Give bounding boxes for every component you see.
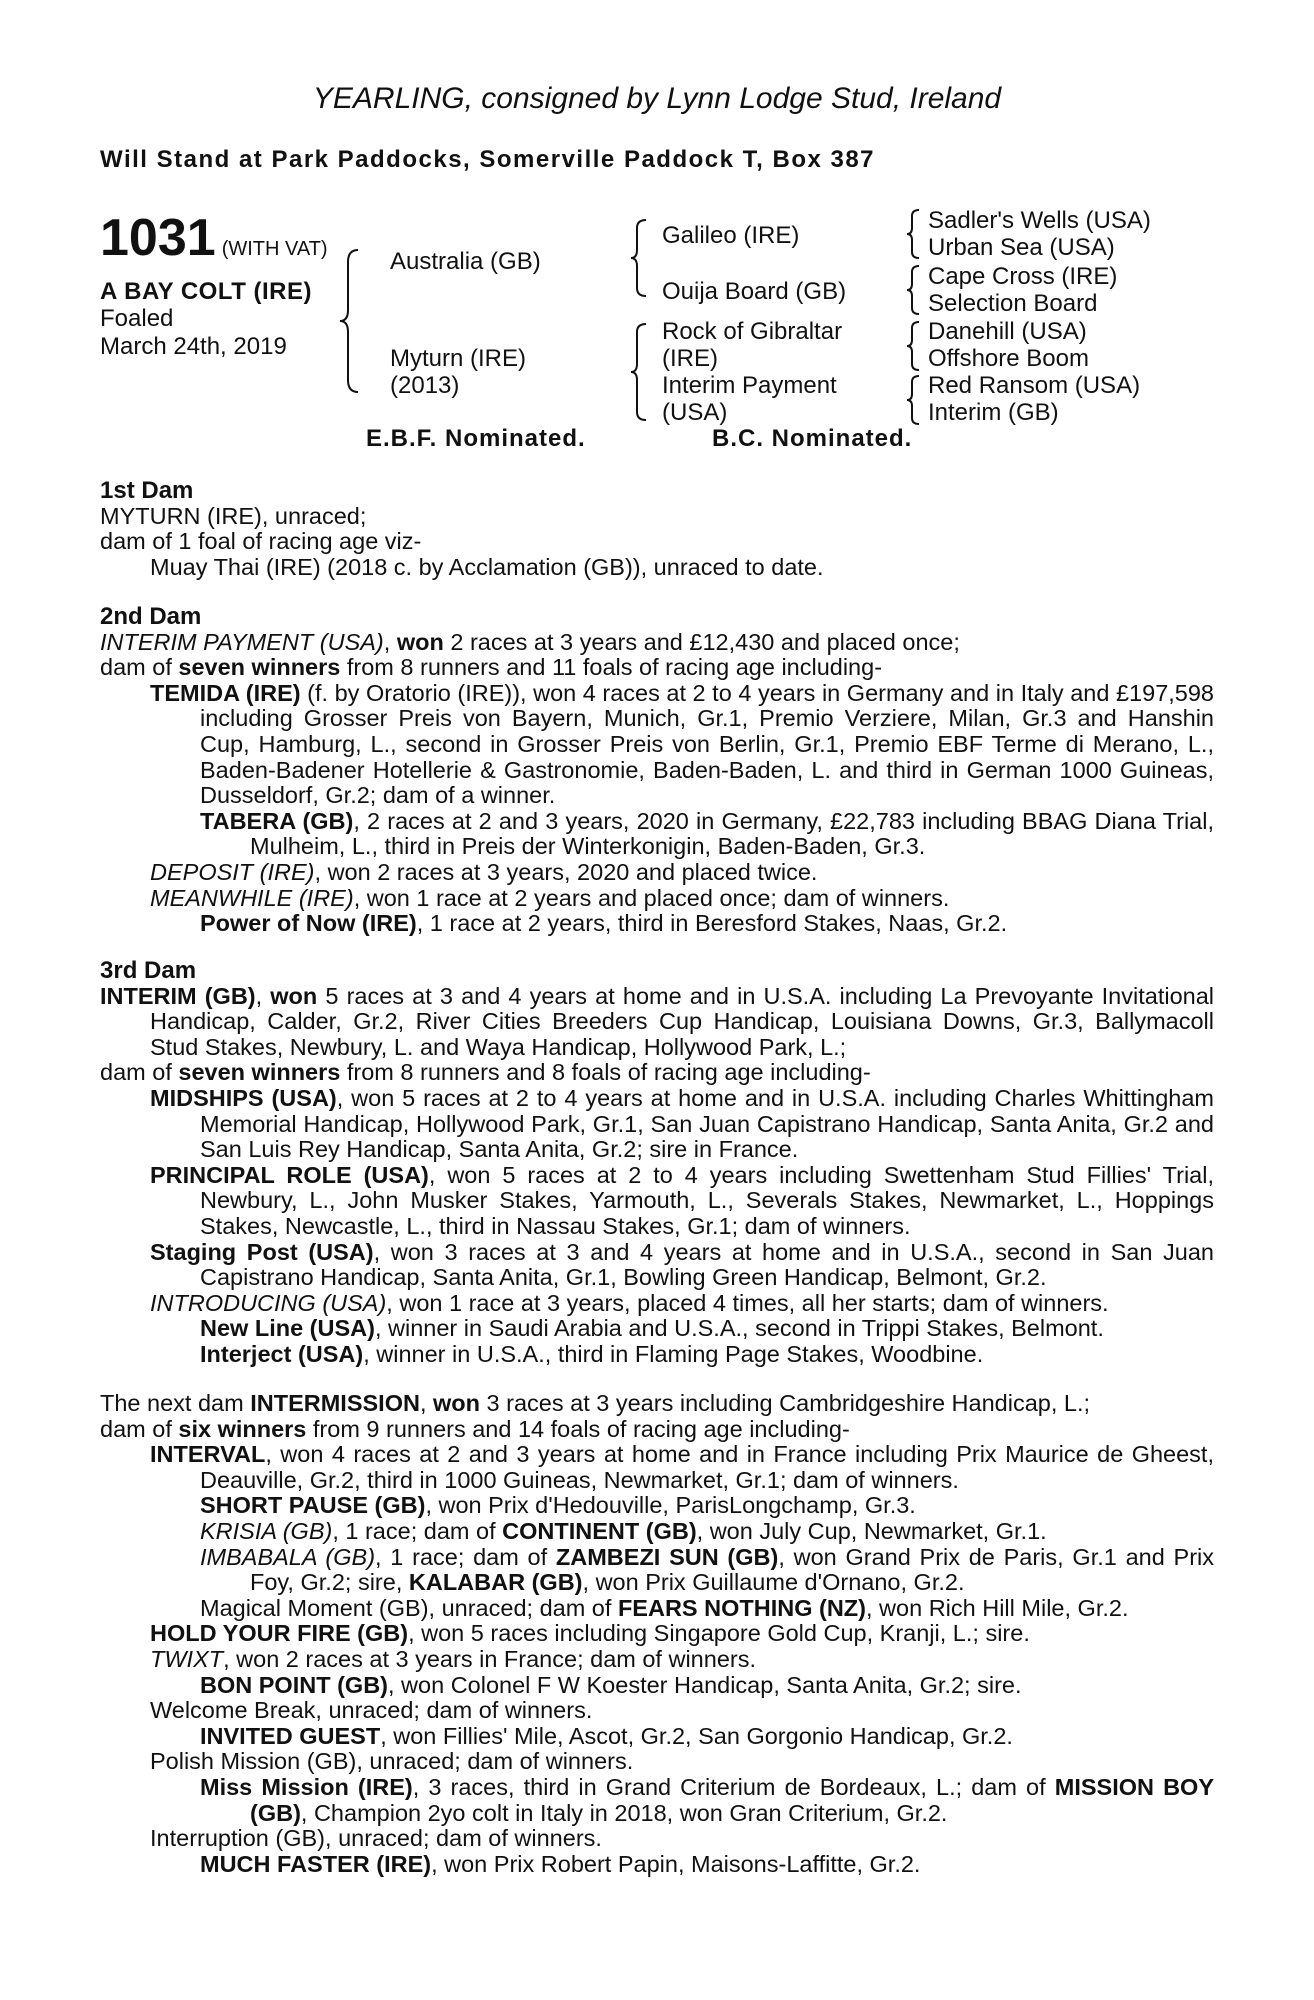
second-dam-entry: INTERIM PAYMENT (USA), won 2 races at 3 years and £12,430 and placed once; <box>100 628 960 655</box>
second-dam-heading: 2nd Dam <box>100 603 202 630</box>
produce-entry: Interruption (GB), unraced; dam of winners. <box>150 1825 602 1852</box>
horse-name: MUCH FASTER (IRE) <box>200 1850 432 1877</box>
pedigree-dam-name: Myturn (IRE) <box>390 345 527 372</box>
entry-text: , 2 races at 2 and 3 years, 2020 in Germany, £22,783 including BBAG Diana Trial, Mulheim, L., third in Preis der Winterkonigin, Baden-Baden, Gr.3. <box>250 807 1214 860</box>
produce-entry <box>100 1316 1214 1342</box>
winners-count: seven winners <box>178 654 341 681</box>
entry-text: (f. by Oratorio (IRE)), won 4 races at 2 to 4 years in Germany and in Italy and £197,598 including Grosser Preis von Bayern, Munich, Gr.1, Premio Verziere, Milan, Gr.3 and Hanshin Cup, Hamburg, L., second in Grosser Preis von Berlin, Gr.1, Premio EBF Terme di Merano, L., Baden-Badener Hotellerie & Gastronomie, Baden-Baden, L. and third in German 1000 Guineas, Dusseldorf, Gr.2; dam of a winner. <box>200 679 1215 809</box>
pedigree-brace-main <box>336 248 366 394</box>
entry-text: , won Prix d'Hedouville, ParisLongchamp, Gr.3. <box>425 1492 916 1519</box>
pedigree-dam-dam-line1: Interim Payment <box>662 372 837 399</box>
produce-entry <box>100 1086 1214 1163</box>
produce-entry <box>100 860 1214 886</box>
horse-name: Power of Now (IRE) <box>200 910 417 937</box>
entry-text: , won 5 races at 2 to 4 years including Swettenham Stud Fillies' Trial, Newbury, L., John Musker Stakes, Yarmouth, L., Severals Stakes, Newmarket, L., Hoppings Stakes, Newcastle, L., third in Nassau Stakes, Gr.1; dam of winners. <box>200 1161 1214 1239</box>
won-label: won <box>396 628 444 655</box>
entry-text: dam of <box>100 1415 179 1442</box>
horse-name: INTERIM (GB) <box>100 982 256 1009</box>
entry-text: , won 3 races at 3 and 4 years at home and in U.S.A., second in San Juan Capistrano Handicap, Santa Anita, Gr.1, Bowling Green Handicap, Belmont, Gr.2. <box>200 1238 1214 1291</box>
entry-text: dam of <box>100 654 179 681</box>
horse-name: INTERMISSION <box>250 1390 420 1416</box>
horse-name: DEPOSIT (IRE) <box>150 858 315 885</box>
horse-name: INVITED GUEST <box>200 1722 381 1749</box>
entry-text: , won 1 race at 2 years and placed once; dam of winners. <box>353 884 950 911</box>
horse-name: ZAMBEZI SUN (GB) <box>555 1543 779 1570</box>
next-dam-produce <box>100 1417 1214 1443</box>
foaled-label: Foaled <box>100 305 174 332</box>
produce-entry <box>100 1724 1214 1750</box>
pedigree-dds: Red Ransom (USA) <box>928 372 1141 399</box>
pedigree-sire-sire: Galileo (IRE) <box>662 222 800 249</box>
produce-entry <box>100 1647 1214 1673</box>
first-dam-section <box>100 478 1214 580</box>
pedigree-brace-dam <box>628 322 652 422</box>
produce-entry <box>100 809 1214 860</box>
produce-entry: Polish Mission (GB), unraced; dam of winners. <box>150 1748 634 1775</box>
horse-name: HOLD YOUR FIRE (GB) <box>150 1620 409 1647</box>
lot-number-block <box>100 208 328 268</box>
entry-text: dam of <box>100 1059 179 1086</box>
first-dam-heading: 1st Dam <box>100 477 194 504</box>
produce-entry <box>100 1442 1214 1493</box>
horse-name: Staging Post (USA) <box>150 1238 374 1265</box>
pedigree-dam-year: (2013) <box>390 372 460 399</box>
horse-name: INTRODUCING (USA) <box>150 1289 387 1316</box>
produce-entry <box>100 1163 1214 1240</box>
entry-text: 3 races at 3 years including Cambridgeshire Handicap, L.; <box>480 1390 1091 1416</box>
won-label: won <box>270 982 318 1009</box>
foaled-info <box>100 305 287 361</box>
entry-text: , won 5 races including Singapore Gold Cup, Kranji, L.; sire. <box>408 1620 1030 1647</box>
pedigree-dam-dam-line2: (USA) <box>662 399 728 426</box>
pedigree-dam-dam <box>662 372 837 426</box>
horse-name: PRINCIPAL ROLE (USA) <box>150 1161 429 1188</box>
entry-text: , won 4 races at 2 and 3 years at home and in France including Prix Maurice de Gheest, Deauville, Gr.2, third in 1000 Guineas, Newmarket, Gr.1; dam of winners. <box>200 1441 1214 1493</box>
third-dam-entry: INTERIM (GB), won 5 races at 3 and 4 years at home and in U.S.A. including La Prevoyante Invitational Handicap, Calder, Gr.2, River Cities Breeders Cup Handicap, Louisiana Downs, Gr.3, Ballymacoll Stud Stakes, Newbury, L. and Waya Handicap, Hollywood Park, L.; <box>100 982 1214 1060</box>
produce-entry <box>100 1545 1214 1596</box>
third-dam-produce <box>100 1060 1214 1086</box>
pedigree-brace-dd <box>904 374 924 426</box>
entry-text: , Champion 2yo colt in Italy in 2018, won Gran Criterium, Gr.2. <box>300 1799 948 1826</box>
entry-text: , 1 race at 2 years, third in Beresford Stakes, Naas, Gr.2. <box>416 910 1008 937</box>
entry-text: , 1 race; dam of <box>375 1543 556 1570</box>
produce-entry: Welcome Break, unraced; dam of winners. <box>150 1697 593 1724</box>
produce-entry <box>100 1493 1214 1519</box>
second-dam-produce <box>100 655 1214 681</box>
horse-name: TEMIDA (IRE) <box>150 679 301 706</box>
first-dam-line: MYTURN (IRE), unraced; <box>100 502 367 529</box>
horse-name: New Line (USA) <box>200 1315 375 1342</box>
entry-text: from 9 runners and 14 foals of racing age including- <box>306 1415 850 1442</box>
next-dam-section <box>100 1391 1214 1877</box>
entry-text: 2 races at 3 years and £12,430 and placed once; <box>443 628 960 655</box>
pedigree-brace-ds <box>904 320 924 372</box>
produce-entry <box>100 1342 1214 1368</box>
produce-entry <box>100 1775 1214 1826</box>
produce-entry <box>100 1519 1214 1545</box>
entry-text: , won 1 race at 3 years, placed 4 times, all her starts; dam of winners. <box>386 1289 1109 1316</box>
entry-text: , 3 races, third in Grand Criterium de Bordeaux, L.; dam of <box>412 1773 1055 1800</box>
horse-name: CONTINENT (GB) <box>502 1517 697 1544</box>
produce-entry <box>100 1852 1214 1878</box>
foaled-date: March 24th, 2019 <box>100 333 287 360</box>
horse-name: TABERA (GB) <box>200 807 354 834</box>
horse-name: KALABAR (GB) <box>408 1569 583 1596</box>
third-dam-section <box>100 958 1214 1368</box>
entry-text: , won Prix Robert Papin, Maisons-Laffitte, Gr.2. <box>431 1850 921 1877</box>
pedigree-sss: Sadler's Wells (USA) <box>928 207 1151 234</box>
pedigree-dam-sire <box>662 318 842 372</box>
produce-entry <box>100 1291 1214 1317</box>
horse-name: TWIXT <box>150 1645 224 1672</box>
horse-name: BON POINT (GB) <box>200 1671 388 1698</box>
page-title: YEARLING, consigned by Lynn Lodge Stud, Ireland <box>312 82 1002 115</box>
horse-name: MISSION BOY (GB) <box>250 1773 1214 1826</box>
entry-text: , winner in U.S.A., third in Flaming Page Stakes, Woodbine. <box>363 1340 984 1367</box>
entry-text: , won Prix Guillaume d'Ornano, Gr.2. <box>582 1569 965 1596</box>
produce-entry <box>100 1596 1214 1622</box>
ebf-nominated: E.B.F. Nominated. <box>366 425 586 452</box>
entry-text: , won 2 races at 3 years in France; dam of winners. <box>223 1645 756 1672</box>
pedigree-brace-sd <box>904 264 924 316</box>
produce-entry <box>100 886 1214 912</box>
entry-text: , won 2 races at 3 years, 2020 and placed twice. <box>314 858 818 885</box>
lot-description: A BAY COLT (IRE) <box>100 278 313 305</box>
pedigree-dam <box>390 345 526 399</box>
winners-count: seven winners <box>178 1059 341 1086</box>
horse-name: Miss Mission (IRE) <box>200 1773 413 1800</box>
entry-text: from 8 runners and 11 foals of racing age including- <box>340 654 883 681</box>
entry-text: , won Colonel F W Koester Handicap, Santa Anita, Gr.2; sire. <box>388 1671 1022 1698</box>
entry-text: , won Rich Hill Mile, Gr.2. <box>866 1594 1129 1621</box>
pedigree-sds: Cape Cross (IRE) <box>928 263 1118 290</box>
entry-text: , won July Cup, Newmarket, Gr.1. <box>696 1517 1047 1544</box>
next-dam-entry: The next dam INTERMISSION, won 3 races at 3 years including Cambridgeshire Handicap, L.; <box>100 1390 1091 1416</box>
produce-entry <box>100 911 1214 937</box>
produce-entry <box>100 1621 1214 1647</box>
bc-nominated: B.C. Nominated. <box>712 425 913 452</box>
entry-text: , 1 race; dam of <box>332 1517 503 1544</box>
pedigree-dam-sire-line2: (IRE) <box>662 345 718 372</box>
entry-text: , winner in Saudi Arabia and U.S.A., second in Trippi Stakes, Belmont. <box>374 1315 1104 1342</box>
pedigree-dam-sire-line1: Rock of Gibraltar <box>662 318 843 345</box>
second-dam-section <box>100 604 1214 937</box>
horse-name: KRISIA (GB) <box>200 1517 333 1544</box>
third-dam-heading: 3rd Dam <box>100 957 197 984</box>
won-label: won <box>433 1390 481 1416</box>
horse-name: Interject (USA) <box>200 1340 364 1367</box>
winners-count: six winners <box>178 1415 307 1442</box>
pedigree-brace-ss <box>904 208 924 260</box>
first-dam-line: dam of 1 foal of racing age viz- <box>100 528 422 555</box>
pedigree-sdd: Selection Board <box>928 290 1098 317</box>
entry-text: from 8 runners and 8 foals of racing age including- <box>340 1059 871 1086</box>
pedigree-dss: Danehill (USA) <box>928 318 1087 345</box>
horse-name: MIDSHIPS (USA) <box>150 1084 337 1111</box>
entry-text: , won 5 races at 2 to 4 years at home and in U.S.A. including Charles Whittingham Memorial Handicap, Hollywood Park, Gr.1, San Juan Capistrano Handicap, Santa Anita, Gr.2 and San Luis Rey Handicap, Santa Anita, Gr.2; sire in France. <box>200 1084 1214 1163</box>
horse-name: SHORT PAUSE (GB) <box>200 1492 426 1519</box>
pedigree-sire: Australia (GB) <box>390 248 541 275</box>
horse-name: IMBABALA (GB) <box>200 1543 376 1570</box>
entry-text: , won Grand Prix de Paris, Gr.1 and Prix Foy, Gr.2; sire, <box>250 1543 1214 1596</box>
produce-entry <box>100 1240 1214 1291</box>
horse-name: FEARS NOTHING (NZ) <box>617 1594 866 1621</box>
entry-text: The next dam <box>100 1390 251 1416</box>
horse-name: INTERIM PAYMENT (USA) <box>100 628 384 655</box>
stand-location: Will Stand at Park Paddocks, Somerville Paddock T, Box 387 <box>100 146 876 173</box>
lot-number: 1031 <box>100 209 216 267</box>
horse-name: INTERVAL <box>150 1441 266 1468</box>
entry-text: , won Fillies' Mile, Ascot, Gr.2, San Gorgonio Handicap, Gr.2. <box>380 1722 1013 1749</box>
first-dam-foal: Muay Thai (IRE) (2018 c. by Acclamation (GB)), unraced to date. <box>150 553 824 580</box>
entry-text: Magical Moment (GB), unraced; dam of <box>200 1594 618 1621</box>
pedigree-ddd: Interim (GB) <box>928 399 1059 426</box>
pedigree-sire-dam: Ouija Board (GB) <box>662 278 847 305</box>
vat-note: (WITH VAT) <box>221 238 328 260</box>
produce-entry <box>100 681 1214 809</box>
horse-name: MEANWHILE (IRE) <box>150 884 354 911</box>
pedigree-brace-sire <box>628 218 652 298</box>
produce-entry <box>100 1673 1214 1699</box>
pedigree-ssd: Urban Sea (USA) <box>928 234 1115 261</box>
entry-text: 5 races at 3 and 4 years at home and in U.S.A. including La Prevoyante Invitational Handicap, Calder, Gr.2, River Cities Breeders Cup Handicap, Louisiana Downs, Gr.3, Ballymacoll Stud Stakes, Newbury, L. and Waya Handicap, Hollywood Park, L.; <box>150 982 1214 1060</box>
pedigree-dsd: Offshore Boom <box>928 345 1089 372</box>
